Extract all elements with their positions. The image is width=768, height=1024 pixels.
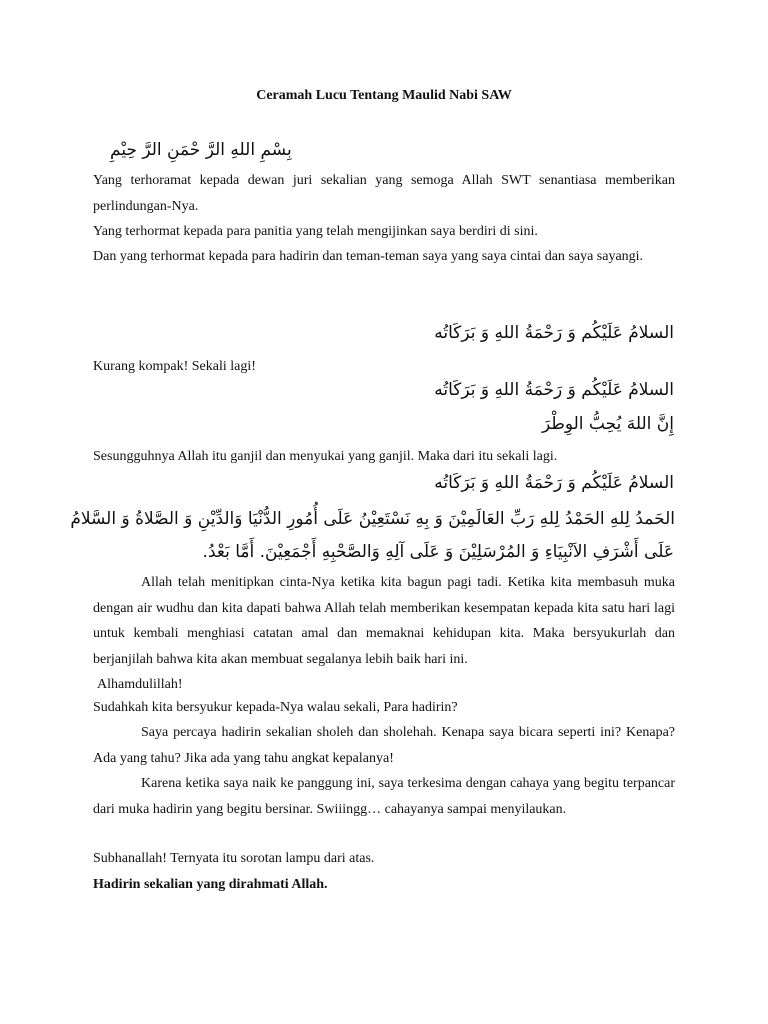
salam-arabic-3: السلامُ عَلَيْكُم وَ رَحْمَةُ اللهِ وَ بَرَكَاتُه bbox=[434, 473, 674, 493]
salam-arabic-2: السلامُ عَلَيْكُم وَ رَحْمَةُ اللهِ وَ بَرَكَاتُه bbox=[434, 380, 674, 400]
hamdalah-arabic-line-1: الحَمدُ لِلهِ الحَمْدُ لِلهِ رَبِّ العَالَمِيْنَ وَ بِهِ نَسْتَعِيْنُ عَلَى أُمُورِ الدُّنْيَا وَالدِّيْنِ وَ الصَّلاةُ وَ السَّلامُ bbox=[70, 509, 675, 529]
closing-heading: Hadirin sekalian yang dirahmati Allah. bbox=[93, 877, 328, 892]
greeting-panitia-line: Yang terhormat kepada para panitia yang telah mengijinkan saya berdiri di sini. bbox=[93, 224, 538, 239]
salam-arabic-1: السلامُ عَلَيْكُم وَ رَحْمَةُ اللهِ وَ بَرَكَاتُه bbox=[434, 323, 674, 343]
hadits-arabic: إِنَّ اللهَ يُحِبُّ الوِطْرَ bbox=[541, 414, 674, 434]
allah-cinta-paragraph: Allah telah menitipkan cinta-Nya ketika kita bagun pagi tadi. Ketika kita membasuh muka dengan air wudhu dan kita dapati bahwa Allah telah memberikan kesempatan kepada kita satu hari lagi untuk kembali menghiasi catatan amal dan memaknai kehidupan kita. Maka bersyukurlah dan berjanjilah bahwa kita akan membuat segalanya lebih baik hari ini. bbox=[93, 575, 675, 668]
greeting-juri-paragraph: Yang terhoramat kepada dewan juri sekalian yang semoga Allah SWT senantiasa memberikan perlindungan-Nya. bbox=[93, 173, 675, 214]
karena-paragraph: Karena ketika saya naik ke panggung ini, saya terkesima dengan cahaya yang begitu terpancar dari muka hadirin yang begitu bersinar. Swiiingg… cahayanya sampai menyilaukan. bbox=[93, 776, 675, 817]
basmalah-arabic: بِسْمِ اللهِ الرَّ حْمَنِ الرَّ حِيْمِ bbox=[110, 140, 292, 160]
greeting-hadirin-paragraph: Dan yang terhormat kepada para hadirin dan teman-teman saya yang saya cintai dan saya sayangi. bbox=[93, 249, 644, 264]
hamdalah-arabic-line-2: عَلَى أَشْرَفِ الاَنْبِيَاءِ وَ المُرْسَلِيْنَ وَ عَلَى آلِهِ وَالصَّحْبِهِ أَجْمَعِيْنَ. أَمَّا بَعْدُ. bbox=[202, 542, 674, 562]
document-title: Ceramah Lucu Tentang Maulid Nabi SAW bbox=[256, 88, 512, 103]
kurang-kompak-line: Kurang kompak! Sekali lagi! bbox=[93, 359, 256, 374]
percaya-paragraph: Saya percaya hadirin sekalian sholeh dan sholehah. Kenapa saya bicara seperti ini? Kenapa? Ada yang tahu? Jika ada yang tahu angkat kepalanya! bbox=[93, 725, 675, 766]
ganjil-line: Sesungguhnya Allah itu ganjil dan menyukai yang ganjil. Maka dari itu sekali lagi. bbox=[93, 449, 558, 464]
alhamdulillah-line: Alhamdulillah! bbox=[97, 677, 183, 692]
sudahkah-line: Sudahkah kita bersyukur kepada-Nya walau sekali, Para hadirin? bbox=[93, 700, 458, 715]
subhanallah-line: Subhanallah! Ternyata itu sorotan lampu dari atas. bbox=[93, 851, 375, 866]
